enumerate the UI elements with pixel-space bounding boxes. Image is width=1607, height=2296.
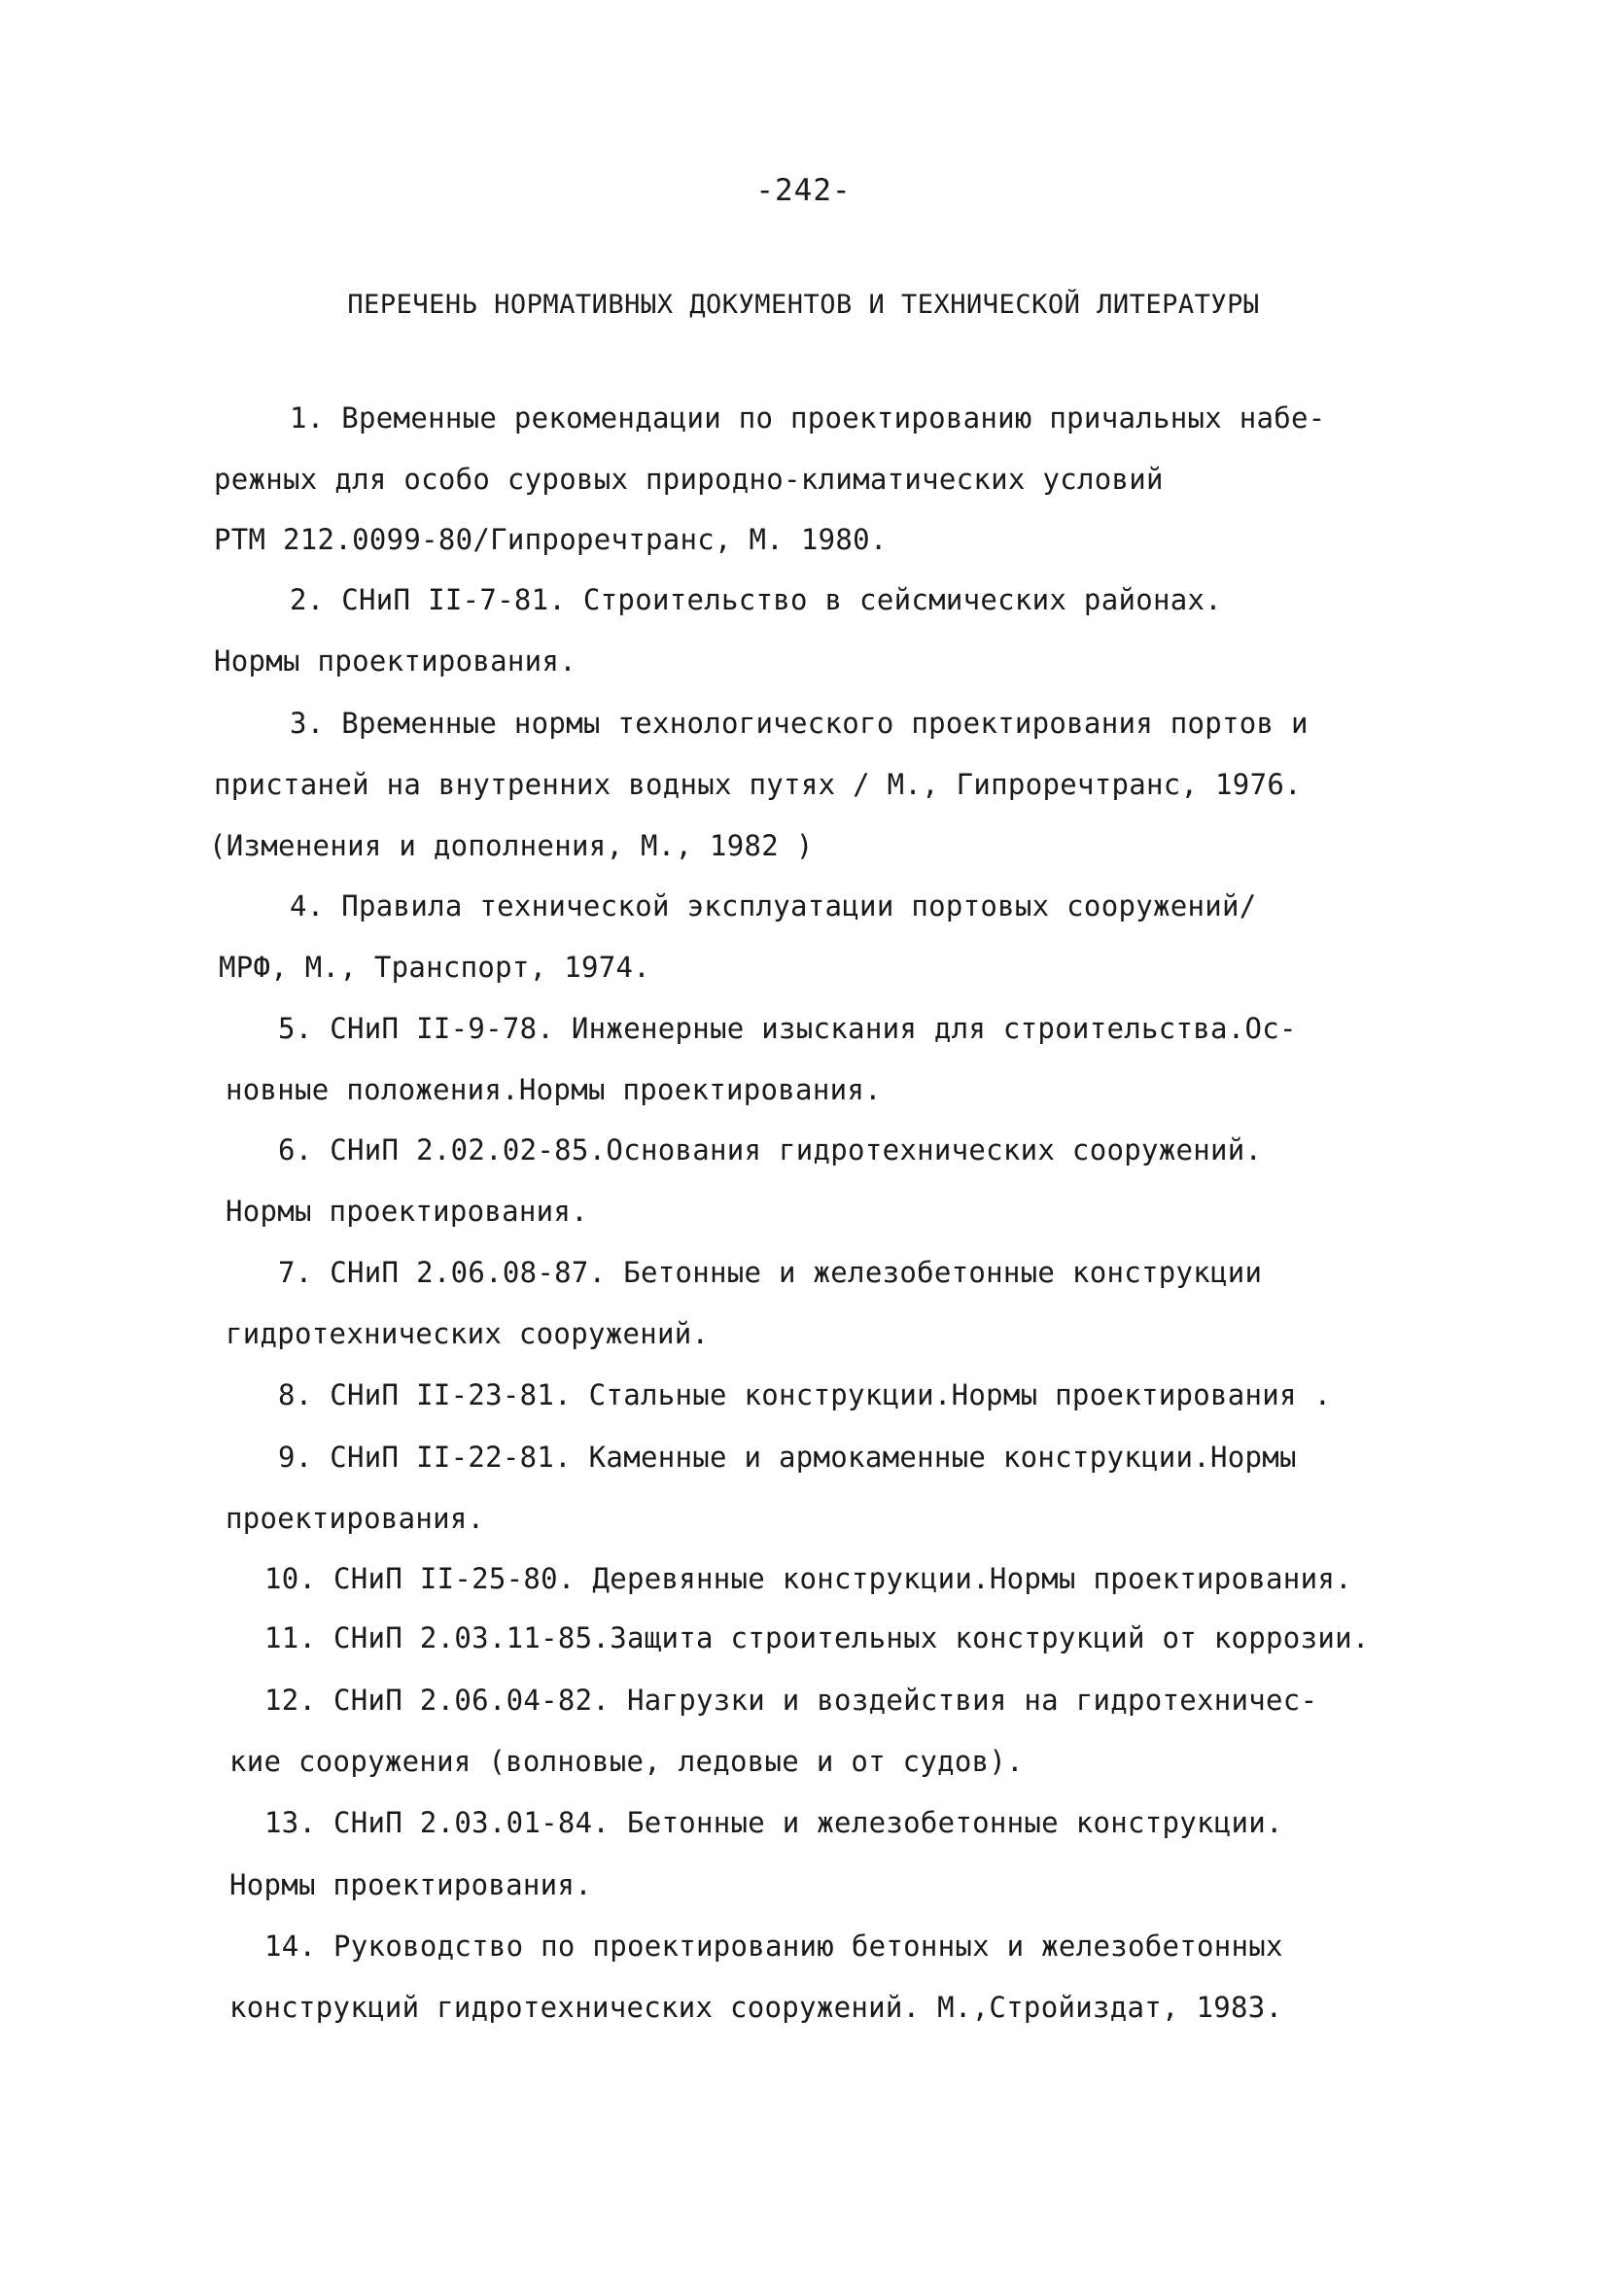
list-line: 5. СНиП II-9-78. Инженерные изыскания для строительства.Ос-: [278, 1012, 1297, 1045]
list-line: Нормы проектирования.: [229, 1868, 592, 1901]
list-line: пристаней на внутренних водных путях / М., Гипроречтранс, 1976.: [214, 768, 1302, 801]
list-line: МРФ, М., Транспорт, 1974.: [219, 951, 650, 984]
list-line: гидротехнических сооружений.: [226, 1317, 710, 1350]
list-line: режных для особо суровых природно-климатических условий: [214, 463, 1164, 496]
list-line: 10. СНиП II-25-80. Деревянные конструкции.Нормы проектирования.: [264, 1562, 1352, 1595]
page-title: ПЕРЕЧЕНЬ НОРМАТИВНЫХ ДОКУМЕНТОВ И ТЕХНИЧЕСКОЙ ЛИТЕРАТУРЫ: [347, 290, 1260, 320]
list-line: 13. СНиП 2.03.01-84. Бетонные и железобетонные конструкции.: [264, 1806, 1283, 1839]
list-line: Нормы проектирования.: [214, 644, 576, 678]
list-line: 11. СНиП 2.03.11-85.Защита строительных конструкций от коррозии.: [264, 1621, 1370, 1654]
list-line: 3. Временные нормы технологического проектирования портов и: [290, 707, 1309, 740]
list-line: кие сооружения (волновые, ледовые и от судов).: [229, 1745, 1024, 1778]
list-line: РТМ 212.0099-80/Гипроречтранс, М. 1980.: [214, 523, 888, 556]
list-line: 2. СНиП II-7-81. Строительство в сейсмических районах.: [290, 583, 1223, 616]
list-line: 9. СНиП II-22-81. Каменные и армокаменные конструкции.Нормы: [278, 1441, 1297, 1474]
list-line: конструкций гидротехнических сооружений. М.,Стройиздат, 1983.: [229, 1991, 1283, 2024]
page-number: -242-: [755, 173, 852, 208]
list-line: 14. Руководство по проектированию бетонных и железобетонных: [264, 1930, 1283, 1963]
list-line: (Изменения и дополнения, М., 1982 ): [209, 829, 814, 862]
list-line: 8. СНиП II-23-81. Стальные конструкции.Нормы проектирования .: [278, 1378, 1332, 1411]
list-line: проектирования.: [226, 1502, 485, 1535]
list-line: 1. Временные рекомендации по проектированию причальных набе-: [290, 401, 1326, 435]
list-line: 7. СНиП 2.06.08-87. Бетонные и железобетонные конструкции: [278, 1256, 1263, 1289]
list-line: новные положения.Нормы проектирования.: [226, 1073, 882, 1106]
list-line: Нормы проектирования.: [226, 1195, 588, 1228]
list-line: 4. Правила технической эксплуатации портовых сооружений/: [290, 889, 1257, 922]
list-line: 12. СНиП 2.06.04-82. Нагрузки и воздействия на гидротехничес-: [264, 1684, 1318, 1717]
list-line: 6. СНиП 2.02.02-85.Основания гидротехнических сооружений.: [278, 1133, 1263, 1166]
